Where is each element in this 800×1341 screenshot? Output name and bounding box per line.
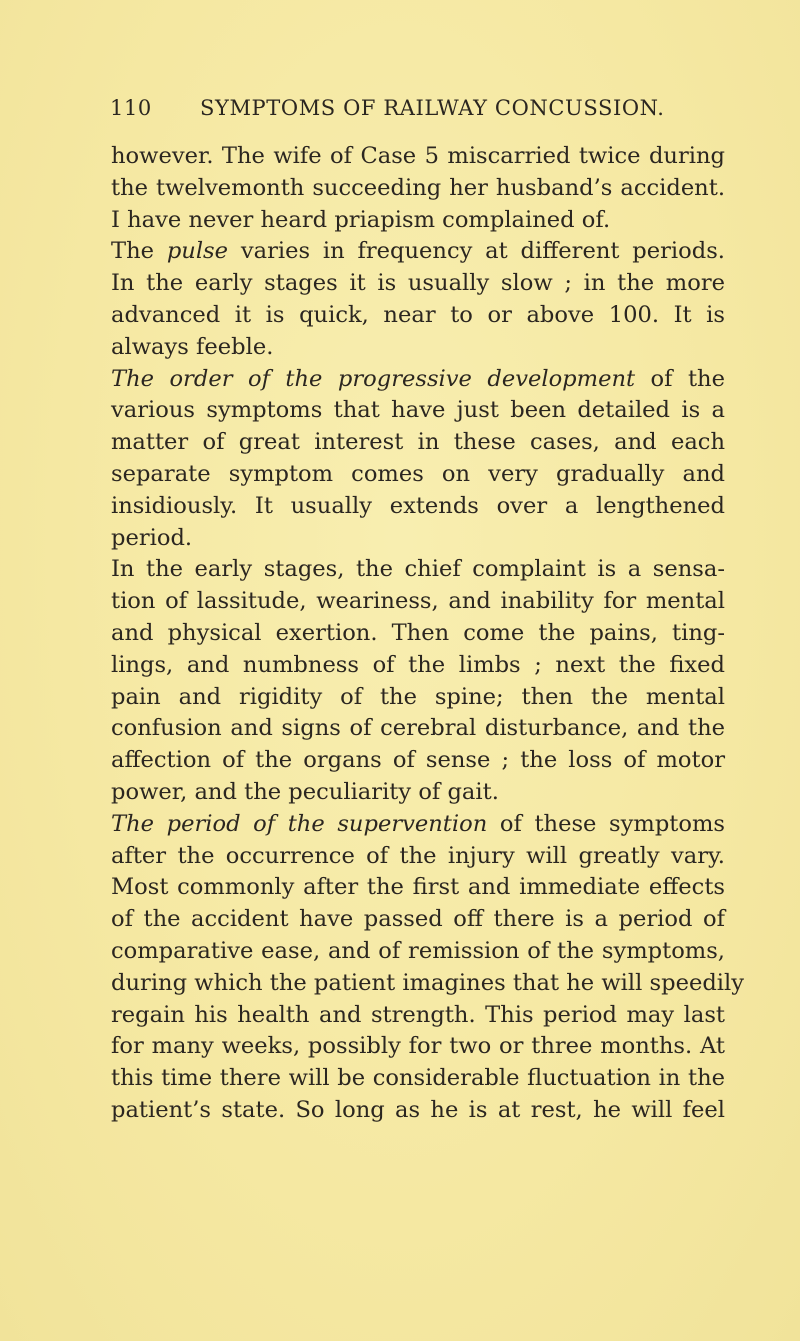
text-line-content: comparative ease, and of remission of the symptoms, <box>111 937 725 964</box>
text-line-content: of the accident have passed off there is a period of <box>111 906 725 933</box>
text-line <box>111 141 725 173</box>
text-line <box>111 936 725 968</box>
text-line-content: the twelvemonth succeeding her husband’s accident. <box>111 174 725 201</box>
text-line <box>111 395 725 427</box>
text-line <box>111 1063 725 1095</box>
page-header <box>110 96 730 126</box>
text-line <box>111 554 725 586</box>
text-line-italic: pulse <box>166 238 229 265</box>
text-line <box>111 364 725 396</box>
text-line-italic: The period of the supervention <box>111 810 488 837</box>
text-line-content: power, and the peculiarity of gait. <box>111 778 499 805</box>
text-line <box>111 968 745 1000</box>
text-line <box>111 872 725 904</box>
text-line <box>111 1031 725 1063</box>
text-line-content: In the early stages it is usually slow ; in the more <box>111 270 725 297</box>
text-line <box>111 713 725 745</box>
body-text <box>111 141 745 1127</box>
text-line-content: always feeble. <box>111 333 274 360</box>
text-line <box>111 427 725 459</box>
text-line <box>111 300 725 332</box>
text-line <box>111 809 725 841</box>
text-line-content: Most commonly after the first and immediate effects <box>111 874 725 901</box>
text-line <box>111 236 725 268</box>
text-line-content: during which the patient imagines that he will speedily <box>111 969 745 996</box>
text-line-content: tion of lassitude, weariness, and inability for mental <box>111 588 725 615</box>
running-title: SYMPTOMS OF RAILWAY CONCUSSION. <box>200 96 665 120</box>
text-line <box>111 173 725 205</box>
text-line-italic: The order of the progressive development <box>111 365 636 392</box>
text-line <box>111 459 725 491</box>
text-line <box>111 1095 725 1127</box>
text-line <box>111 268 725 300</box>
text-line <box>111 523 725 555</box>
text-line-content: lings, and numbness of the limbs ; next the fixed <box>111 651 725 678</box>
text-line-content: insidiously. It usually extends over a lengthened <box>111 492 725 519</box>
text-line-content: for many weeks, possibly for two or three months. At <box>111 1033 725 1060</box>
text-line <box>111 841 725 873</box>
text-line <box>111 650 725 682</box>
text-line-content: advanced it is quick, near to or above 100. It is <box>111 301 725 328</box>
text-line-content: varies in frequency at different periods. <box>228 238 725 265</box>
text-line-content: pain and rigidity of the spine; then the mental <box>111 683 725 710</box>
text-line-content: separate symptom comes on very gradually and <box>111 460 725 487</box>
text-line-pre: The <box>111 238 167 265</box>
text-line <box>111 682 725 714</box>
text-line-content: I have never heard priapism complained of. <box>111 206 611 233</box>
text-line <box>111 586 725 618</box>
text-line-content: period. <box>111 524 193 551</box>
text-line-content: matter of great interest in these cases, and each <box>111 429 725 456</box>
text-line-content: affection of the organs of sense ; the loss of motor <box>111 747 725 774</box>
text-line <box>111 332 725 364</box>
text-line <box>111 745 725 777</box>
text-line-content: this time there will be considerable fluctuation in the <box>111 1065 725 1092</box>
text-line-content: and physical exertion. Then come the pains, ting- <box>111 619 725 646</box>
text-line <box>111 205 725 237</box>
text-line <box>111 1000 725 1032</box>
text-line <box>111 777 725 809</box>
text-line-content: however. The wife of Case 5 miscarried twice during <box>111 143 725 169</box>
text-line <box>111 491 725 523</box>
text-line-content: patient’s state. So long as he is at rest, he will feel <box>111 1096 725 1123</box>
text-line-content: In the early stages, the chief complaint is a sensa- <box>111 556 725 583</box>
text-line-content: of the <box>635 365 725 392</box>
text-line-content: of these symptoms <box>487 810 725 837</box>
text-line-content: after the occurrence of the injury will greatly vary. <box>111 842 725 869</box>
text-line <box>111 904 725 936</box>
page-number: 110 <box>110 96 152 120</box>
text-line-content: regain his health and strength. This period may last <box>111 1001 725 1028</box>
text-line-content: various symptoms that have just been detailed is a <box>111 397 725 424</box>
text-line <box>111 618 725 650</box>
text-line-content: confusion and signs of cerebral disturbance, and the <box>111 715 725 742</box>
